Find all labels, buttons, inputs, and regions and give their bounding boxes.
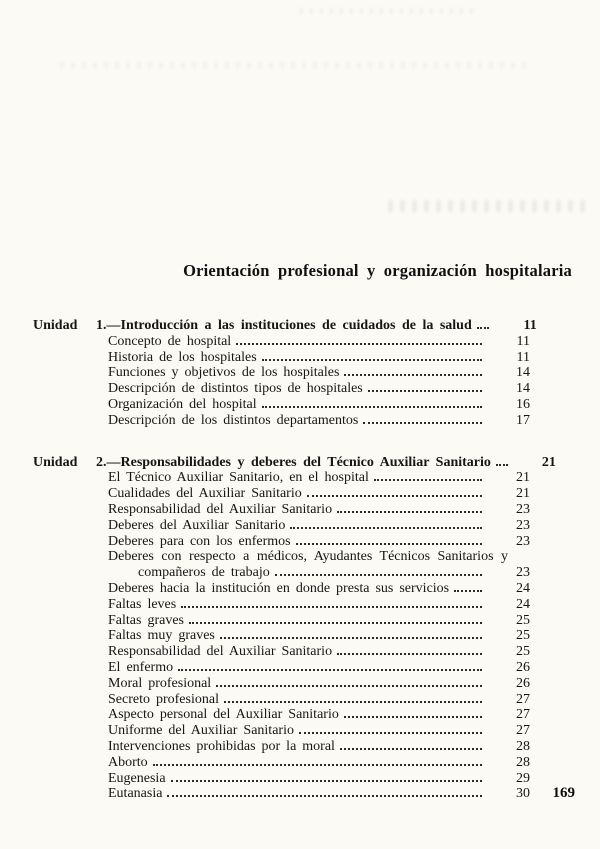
toc-entry-page: 14 (516, 365, 530, 381)
dot-leader (189, 622, 482, 624)
dot-leader (337, 653, 482, 655)
page-title: Orientación profesional y organización hospitalaria (183, 261, 572, 280)
toc-entry (33, 413, 530, 429)
toc-entry (33, 644, 530, 660)
toc-entry (33, 334, 530, 350)
toc-entry (33, 597, 530, 613)
dot-leader (496, 464, 508, 466)
toc-entry-page: 21 (516, 486, 530, 502)
toc-entry-label: Aspecto personal del Auxiliar Sanitario (108, 707, 339, 723)
toc-entry-label: Responsabilidad del Auxiliar Sanitario (108, 501, 333, 517)
toc-unit-heading (33, 454, 556, 471)
toc-entry-label: Concepto de hospital (108, 333, 232, 349)
toc-entry-page: 24 (516, 580, 530, 596)
toc-entry-page: 23 (516, 565, 530, 581)
toc-entry-page: 11 (516, 333, 530, 349)
dot-leader (216, 685, 482, 687)
toc-entry-page: 16 (516, 396, 530, 412)
toc-entry-page: 27 (516, 707, 530, 723)
toc-entry-page: 27 (516, 723, 530, 739)
dot-leader (454, 590, 482, 592)
dot-leader (340, 748, 482, 750)
toc-entry (33, 613, 530, 629)
toc-entry (33, 771, 530, 787)
toc-unit-label: Unidad (33, 318, 78, 333)
dot-leader (307, 495, 482, 497)
toc-entry-label: Deberes para con los enfermos (108, 533, 291, 549)
toc-entry-label: Faltas graves (108, 612, 184, 628)
dot-leader (296, 543, 482, 545)
toc-entry (33, 739, 530, 755)
toc-entry-label: Funciones y objetivos de los hospitales (108, 365, 340, 381)
toc-entry-page: 26 (516, 659, 530, 675)
toc-entry-label: Deberes hacia la institución en donde presta sus servicios (108, 580, 450, 596)
toc-entry (33, 786, 530, 802)
toc-entry-label: Eugenesia (108, 770, 166, 786)
dot-leader (477, 327, 489, 329)
toc-entry (33, 628, 530, 644)
scan-bleedthrough-artifact (300, 8, 480, 14)
toc-entry (33, 676, 530, 692)
dot-leader (153, 764, 482, 766)
toc-entry-label: Aborto (108, 754, 148, 770)
dot-leader (363, 422, 482, 424)
toc-entry (33, 381, 530, 397)
toc-entry-label: Descripción de los distintos departamentos (108, 412, 359, 428)
toc-entry-page: 28 (516, 754, 530, 770)
toc-entry-page: 28 (516, 738, 530, 754)
toc-entry-page: 25 (516, 612, 530, 628)
dot-leader (220, 637, 482, 639)
dot-leader (337, 511, 482, 513)
toc-unit-heading (33, 318, 537, 334)
dot-leader (167, 795, 482, 797)
toc-entry-continuation (33, 565, 530, 581)
toc-unit-page: 21 (541, 454, 556, 470)
toc-entry (33, 486, 530, 502)
toc-entry-label: Deberes con respecto a médicos, Ayudantes Técnicos Sanitarios y (108, 549, 508, 565)
toc-entry (33, 502, 530, 518)
toc-entry (33, 660, 530, 676)
toc-entry-label: Descripción de distintos tipos de hospitales (108, 381, 363, 397)
toc-unit-title: 2.—Responsabilidades y deberes del Técnico Auxiliar Sanitario (96, 454, 491, 470)
dot-leader (181, 606, 482, 608)
toc-entry-page: 14 (516, 381, 530, 397)
toc-entry-page: 17 (516, 412, 530, 428)
toc-unit-label: Unidad (33, 454, 78, 470)
dot-leader (262, 406, 482, 408)
toc-entry (33, 365, 530, 381)
dot-leader (344, 716, 482, 718)
toc-entry (33, 534, 530, 550)
dot-leader (224, 701, 482, 703)
toc-entry (33, 755, 530, 771)
dot-leader (236, 343, 482, 345)
dot-leader (262, 359, 482, 361)
toc-entry (33, 470, 530, 486)
toc-entry-label: Moral profesional (108, 675, 212, 691)
toc-entry-page: 25 (516, 644, 530, 660)
scan-bleedthrough-artifact (60, 62, 530, 69)
toc-entry-page: 25 (516, 628, 530, 644)
toc-unit (33, 454, 556, 803)
toc-entry (33, 518, 530, 534)
toc-entry (33, 581, 530, 597)
dot-leader (275, 574, 482, 576)
toc-entry (33, 350, 530, 366)
dot-leader (178, 669, 482, 671)
toc-unit-page: 11 (523, 318, 537, 333)
toc-entry-label: El Técnico Auxiliar Sanitario, en el hospital (108, 470, 369, 486)
dot-leader (368, 390, 482, 392)
dot-leader (171, 780, 482, 782)
scan-bleedthrough-artifact (388, 200, 588, 212)
toc-entry-page: 27 (516, 691, 530, 707)
toc-entry-label: Historia de los hospitales (108, 349, 257, 365)
toc-entry-label: Eutanasia (108, 786, 163, 802)
dot-leader (290, 527, 482, 529)
toc-entry (33, 397, 530, 413)
toc-entry-page: 23 (516, 517, 530, 533)
table-of-contents (33, 318, 556, 802)
toc-entry-label: compañeros de trabajo (138, 565, 270, 581)
dot-leader (299, 732, 482, 734)
toc-entry-label: Faltas muy graves (108, 628, 215, 644)
toc-entry-page: 23 (516, 501, 530, 517)
toc-entry (33, 707, 530, 723)
toc-entry-label: Deberes del Auxiliar Sanitario (108, 517, 286, 533)
toc-entry (33, 723, 530, 739)
toc-entry-label: Responsabilidad del Auxiliar Sanitario (108, 644, 333, 660)
toc-entry-label: Organización del hospital (108, 396, 257, 412)
toc-entry (33, 692, 530, 708)
page-number-folio: 169 (552, 785, 575, 801)
dot-leader (374, 479, 482, 481)
toc-entry-label: Secreto profesional (108, 691, 219, 707)
dot-leader (344, 374, 482, 376)
toc-entry-label: Faltas leves (108, 596, 177, 612)
toc-entry-label: Cualidades del Auxiliar Sanitario (108, 486, 302, 502)
toc-entry-label: Uniforme del Auxiliar Sanitario (108, 723, 294, 739)
toc-entry-label: Intervenciones prohibidas por la moral (108, 738, 335, 754)
toc-entry-page: 24 (516, 596, 530, 612)
toc-unit (33, 318, 537, 429)
toc-entry-label: El enfermo (108, 659, 174, 675)
toc-entry-page: 23 (516, 533, 530, 549)
toc-entry-page: 29 (516, 770, 530, 786)
toc-entry-page: 11 (516, 349, 530, 365)
toc-entry-page: 21 (516, 470, 530, 486)
toc-entry-page: 30 (516, 786, 530, 802)
toc-entry-page: 26 (516, 675, 530, 691)
toc-entry (33, 549, 530, 565)
toc-unit-title: 1.—Introducción a las instituciones de cuidados de la salud (96, 318, 472, 333)
